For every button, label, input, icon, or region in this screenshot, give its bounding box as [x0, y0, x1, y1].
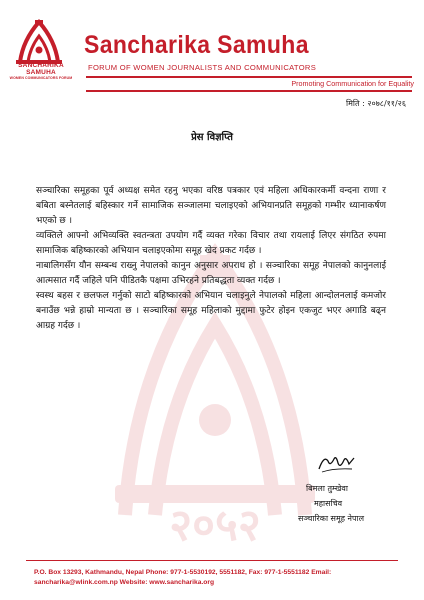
paragraph: नाबालिगसँग यौन सम्बन्ध राख्नु नेपालको कानुन अनुसार अपराध हो । सञ्चारिका समूह नेपालको कानुनलाई आत्मसात गर्दै जहिले पनि पीडितकै पक्षमा उभिरहने प्रतिबद्धता व्यक्त गर्दछ । [36, 261, 386, 286]
document-date: मिति : २०७८/११/२६ [346, 99, 406, 108]
signature-block [298, 481, 364, 526]
signatory-role: महासचिव [314, 499, 343, 508]
footer-line2: sancharika@wlink.com.np Website: www.sancharika.org [34, 579, 215, 586]
header-rule-bottom [86, 90, 412, 92]
paragraph: व्यक्तिले आफ्नो अभिव्यक्ति स्वतन्त्रता उपयोग गर्दै व्यक्त गरेका विचार तथा रायलाई लिएर संगठित रुपमा सामाजिक बहिष्कारको अभियान चलाइएकोमा समूह खेद प्रकट गर्दछ । [36, 231, 386, 256]
organization-subtitle: FORUM OF WOMEN JOURNALISTS AND COMMUNICATORS [88, 63, 317, 72]
footer-line1: P.O. Box 13293, Kathmandu, Nepal Phone: 977-1-5530192, 5551182, Fax: 977-1-5551182 Email: [34, 569, 332, 576]
footer-rule [26, 560, 398, 561]
press-release-body [36, 184, 386, 334]
tagline: Promoting Communication for Equality [291, 79, 414, 88]
logo-caption [6, 62, 76, 80]
svg-text:२०५२: २०५२ [169, 500, 261, 545]
signatory-name: बिमला तुम्खेवा [306, 484, 348, 493]
paragraph: सञ्चारिका समूहका पूर्व अध्यक्ष समेत रहनु भएका वरिष्ठ पत्रकार एवं महिला अधिकारकर्मी वन्दना राणा र बबिता बस्नेतलाई बहिस्कार गर्ने सामाजिक सञ्जालमा चलाइएको अभियानप्रति समूहको गम्भीर ध्यानाकर्षण भएको छ । [36, 186, 386, 226]
logo-caption-line2: WOMEN COMMUNICATORS FORUM [9, 76, 73, 80]
header-rule-top [86, 76, 412, 78]
footer-contact [34, 568, 394, 588]
organization-name: Sancharika Samuha [84, 31, 309, 59]
paragraph: स्वस्थ बहस र छलफल गर्नुको साटो बहिष्कारको अभियान चलाइनुले नेपालको महिला आन्दोलनलाई कमजोर बनाउँछ भन्ने हाम्रो मान्यता छ । सञ्चारिका समूह महिलाको मुद्दामा फुटेर होइन एकजुट भएर अगाडि बढ्न आग्रह गर्दछ । [36, 291, 386, 331]
signatory-organization: सञ्चारिका समूह नेपाल [298, 514, 365, 523]
page-title: प्रेस विज्ञप्ति [191, 132, 233, 143]
handwritten-signature-icon [316, 451, 358, 475]
logo-caption-line1: SANCHARIKA SAMUHA [18, 62, 64, 76]
